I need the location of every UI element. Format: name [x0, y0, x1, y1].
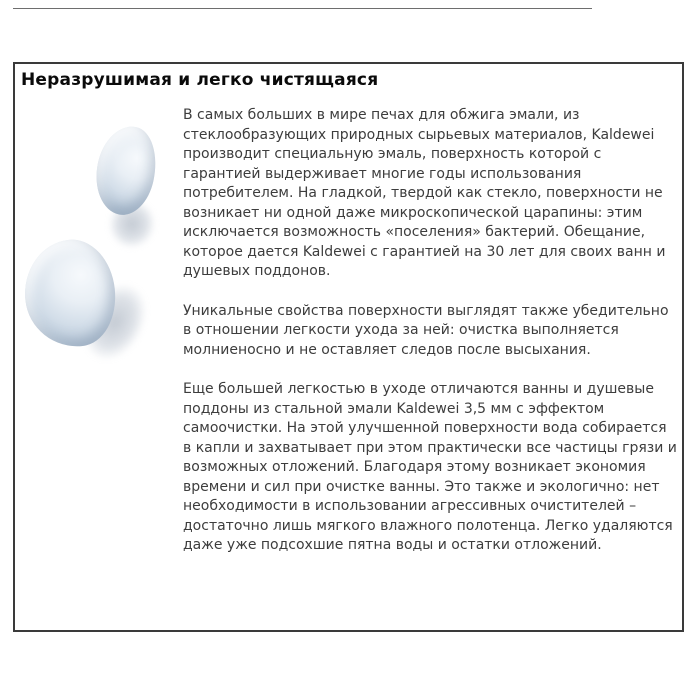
paragraph-self-cleaning: Еще большей легкостью в уходе отличаются ванны и душевые поддоны из стальной эмали Kaldewei 3,5 мм с эффектом самоочистки. На этой улучшенной поверхности вода собирается в капли и захватывает при этом практически все частицы грязи и возможных отложений. Благодаря этому возникает экономия времени и сил при очистке ванны. Это также и экологично: нет необходимости в использовании агрессивных очистителей – достаточно лишь мягкого влажного полотенца. Легко удаляются даже уже подсохшие пятна воды и остатки отложений. — [183, 381, 677, 553]
page-title: Неразрушимая и легко чистящаяся — [21, 70, 379, 90]
water-droplets-image — [17, 104, 197, 434]
article-text-column — [183, 106, 677, 576]
article-panel — [13, 62, 684, 632]
article-content — [15, 104, 682, 630]
paragraph-easy-care: Уникальные свойства поверхности выглядят также убедительно в отношении легкости ухода за ней: очистка выполняется молниеносно и не оставляет следов после высыхания. — [183, 302, 669, 358]
paragraph-enamel-durability: В самых больших в мире печах для обжига эмали, из стеклообразующих природных сырьевых материалов, Kaldewei производит специальную эмаль, поверхность которой с гарантией выдерживает многие годы использования потребителем. На гладкой, твердой как стекло, поверхности не возникает ни одной даже микроскопической царапины: этим исключается возможность «поселения» бактерий. Обещание, которое дается Kaldewei с гарантией на 30 лет для своих ванн и душевых поддонов. — [183, 107, 666, 279]
top-divider-rule — [13, 8, 592, 9]
